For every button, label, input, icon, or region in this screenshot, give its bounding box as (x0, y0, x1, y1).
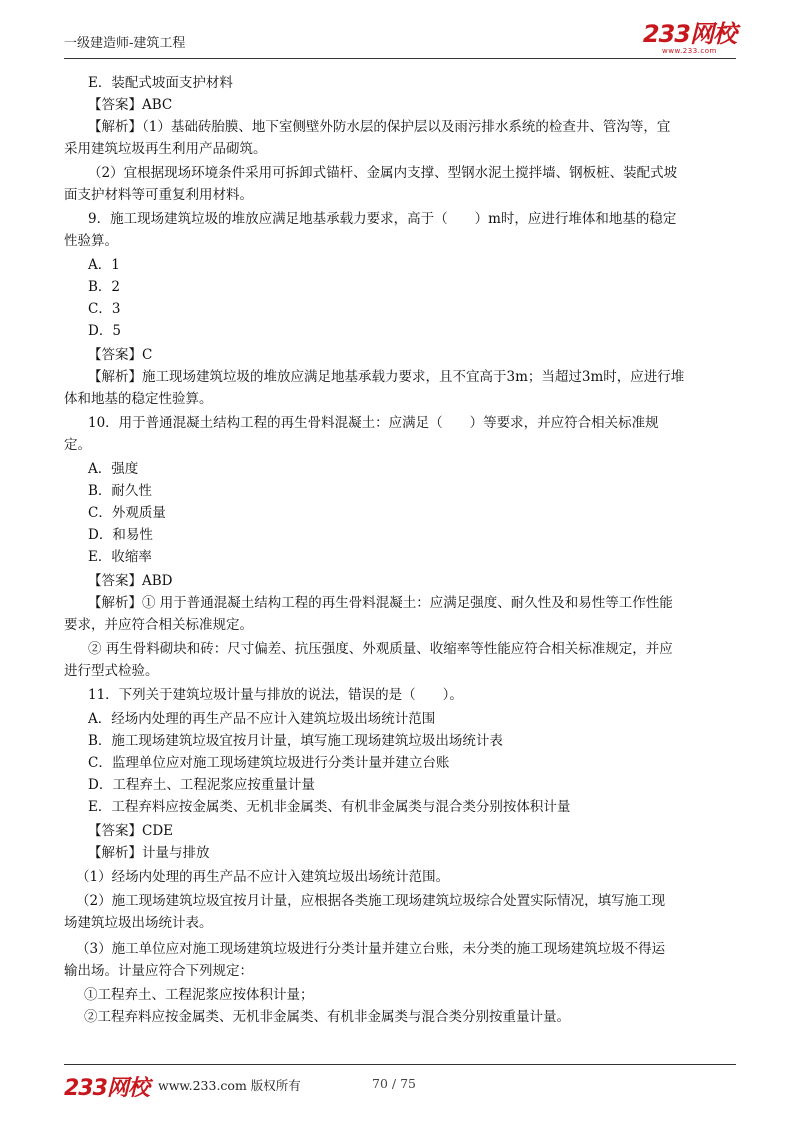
text-line: 输出场。计量应符合下列规定： (64, 963, 253, 979)
text-line: 【解析】（1）基础砖胎膜、地下室侧壁外防水层的保护层以及雨污排水系统的检查井、管沟等，宜 (88, 119, 671, 135)
text-line: B．耐久性 (88, 483, 152, 499)
text-line: （2）施工现场建筑垃圾宜按月计量，应根据各类施工现场建筑垃圾综合处置实际情况，填写施工现 (76, 893, 666, 909)
text-line: 【解析】计量与排放 (88, 845, 210, 861)
text-line: （2）宜根据现场环境条件采用可拆卸式锚杆、金属内支撑、型钢水泥土搅拌墙、钢板桩、装配式坡 (88, 165, 678, 181)
header-divider (64, 58, 736, 59)
text-line: B．2 (88, 279, 121, 295)
footer-copyright: www.233.com 版权所有 (158, 1078, 301, 1093)
text-line: D．5 (88, 323, 121, 339)
text-line: 进行型式检验。 (64, 663, 159, 679)
text-line: A．1 (88, 257, 120, 273)
text-line: 【解析】① 用于普通混凝土结构工程的再生骨料混凝土：应满足强度、耐久性及和易性等工作性能 (88, 595, 673, 611)
text-line: E．装配式坡面支护材料 (88, 75, 233, 91)
text-line: ② 再生骨料砌块和砖：尺寸偏差、抗压强度、外观质量、收缩率等性能应符合相关标准规定，并应 (88, 641, 673, 657)
text-line: E．工程弃料应按金属类、无机非金属类、有机非金属类与混合类分别按体积计量 (88, 799, 571, 815)
page-number: 70 / 75 (372, 1076, 416, 1091)
text-line: E．收缩率 (88, 549, 152, 565)
text-line: 10．用于普通混凝土结构工程的再生骨料混凝土：应满足（ ）等要求，并应符合相关标准规 (88, 415, 659, 431)
text-line: 11．下列关于建筑垃圾计量与排放的说法，错误的是（ ）。 (88, 687, 463, 703)
text-line: A．经场内处理的再生产品不应计入建筑垃圾出场统计范围 (88, 711, 436, 727)
text-line: 性验算。 (64, 233, 118, 249)
text-line: ②工程弃料应按金属类、无机非金属类、有机非金属类与混合类分别按重量计量。 (84, 1009, 570, 1025)
text-line: 体和地基的稳定性验算。 (64, 391, 213, 407)
text-line: 面支护材料等可重复利用材料。 (64, 187, 253, 203)
brand-logo (643, 22, 736, 55)
text-line: （1）经场内处理的再生产品不应计入建筑垃圾出场统计范围。 (76, 869, 450, 885)
text-line: D．和易性 (88, 527, 153, 543)
text-line: C．3 (88, 301, 121, 317)
text-line: D．工程弃土、工程泥浆应按重量计量 (88, 777, 315, 793)
text-line: C．外观质量 (88, 505, 166, 521)
text-line: 【答案】ABC (88, 97, 173, 113)
text-line: 定。 (64, 437, 91, 453)
text-line: 场建筑垃圾出场统计表。 (64, 915, 213, 931)
text-line: 采用建筑垃圾再生利用产品砌筑。 (64, 141, 267, 157)
footer-logo: 233网校 (64, 1076, 149, 1101)
page-header (64, 22, 736, 56)
header-title: 一级建造师-建筑工程 (64, 36, 186, 51)
text-line: ①工程弃土、工程泥浆应按体积计量； (84, 987, 314, 1003)
text-line: C．监理单位应对施工现场建筑垃圾进行分类计量并建立台账 (88, 755, 450, 771)
text-line: 【答案】ABD (88, 573, 173, 589)
logo-text: 233网校 (642, 20, 736, 48)
text-line: （3）施工单位应对施工现场建筑垃圾进行分类计量并建立台账，未分类的施工现场建筑垃圾不得运 (76, 941, 666, 957)
text-line: 【答案】C (88, 347, 153, 363)
text-line: 9．施工现场建筑垃圾的堆放应满足地基承载力要求，高于（ ）m时，应进行堆体和地基的稳定 (88, 211, 677, 227)
logo-url: www.233.com (662, 47, 717, 55)
text-line: 【解析】施工现场建筑垃圾的堆放应满足地基承载力要求，且不宜高于3m；当超过3m时，应进行堆 (88, 369, 685, 385)
text-line: 【答案】CDE (88, 823, 174, 839)
text-line: B．施工现场建筑垃圾宜按月计量，填写施工现场建筑垃圾出场统计表 (88, 733, 503, 749)
footer-divider (64, 1064, 736, 1065)
text-line: 要求，并应符合相关标准规定。 (64, 617, 253, 633)
text-line: A．强度 (88, 461, 139, 477)
